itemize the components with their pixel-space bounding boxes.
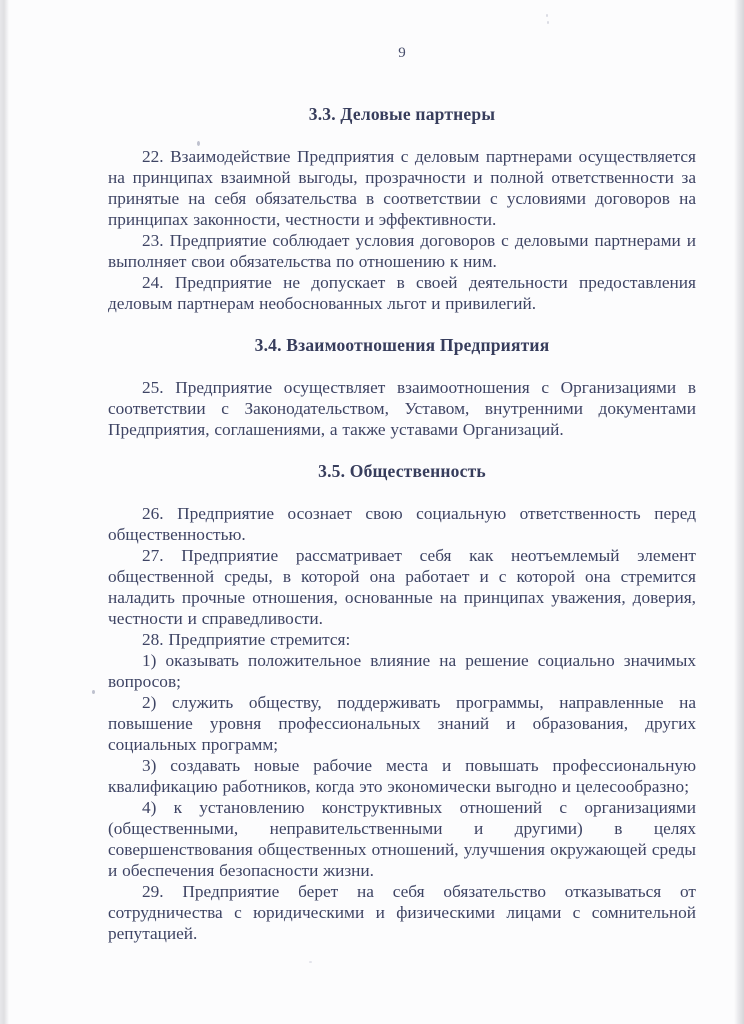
paragraph-28: 28. Предприятие стремится: <box>142 630 351 649</box>
list-item-4: 4) к установлению конструктивных отношений с организациями (общественными, неправительственными и другими) в целях совершенствования общественных отношений, улучшения окружающей среды и обеспечения безопасности жизни. <box>108 798 696 880</box>
scan-speck <box>309 961 312 963</box>
list-item-1: 1) оказывать положительное влияние на решение социально значимых вопросов; <box>108 651 696 691</box>
scan-edge-left <box>0 0 9 1024</box>
scan-speck <box>92 690 95 694</box>
scan-speck <box>547 21 549 24</box>
list-item-2: 2) служить обществу, поддерживать программы, направленные на повышение уровня профессиональных знаний и образования, других социальных программ; <box>108 693 696 754</box>
paragraph-25: 25. Предприятие осуществляет взаимоотношения с Организациями в соответствии с Законодательством, Уставом, внутренними документами Предприятия, соглашениями, а также уставами Организаций. <box>108 378 696 439</box>
paragraph-22: 22. Взаимодействие Предприятия с деловым партнерами осуществляется на принципах взаимной выгоды, прозрачности и полной ответственности за принятые на себя обязательства в соответствии с условиями договоров на принципах законности, честности и эффективности. <box>108 147 696 229</box>
section-heading-3-5: 3.5. Общественность <box>318 461 486 481</box>
paragraph-26: 26. Предприятие осознает свою социальную ответственность перед общественностью. <box>108 504 696 544</box>
section-heading-3-3: 3.3. Деловые партнеры <box>308 104 496 124</box>
list-item-3: 3) создавать новые рабочие места и повышать профессиональную квалификацию работников, когда это экономически выгодно и целесообразно; <box>108 756 696 796</box>
paragraph-24: 24. Предприятие не допускает в своей деятельности предоставления деловым партнерам необоснованных льгот и привилегий. <box>108 273 696 313</box>
scan-edge-right <box>734 0 744 1024</box>
paragraph-23: 23. Предприятие соблюдает условия договоров с деловыми партнерами и выполняет свои обязательства по отношению к ним. <box>108 231 696 271</box>
page-number: 9 <box>398 45 406 61</box>
paragraph-27: 27. Предприятие рассматривает себя как неотъемлемый элемент общественной среды, в которой она работает и с которой она стремится наладить прочные отношения, основанные на принципах уважения, доверия, честности и справедливости. <box>108 546 696 628</box>
text-column <box>108 44 696 944</box>
section-heading-3-4: 3.4. Взаимоотношения Предприятия <box>254 335 550 355</box>
scan-speck <box>546 14 548 17</box>
paragraph-29: 29. Предприятие берет на себя обязательство отказываться от сотрудничества с юридическими и физическими лицами с сомнительной репутацией. <box>108 882 696 943</box>
